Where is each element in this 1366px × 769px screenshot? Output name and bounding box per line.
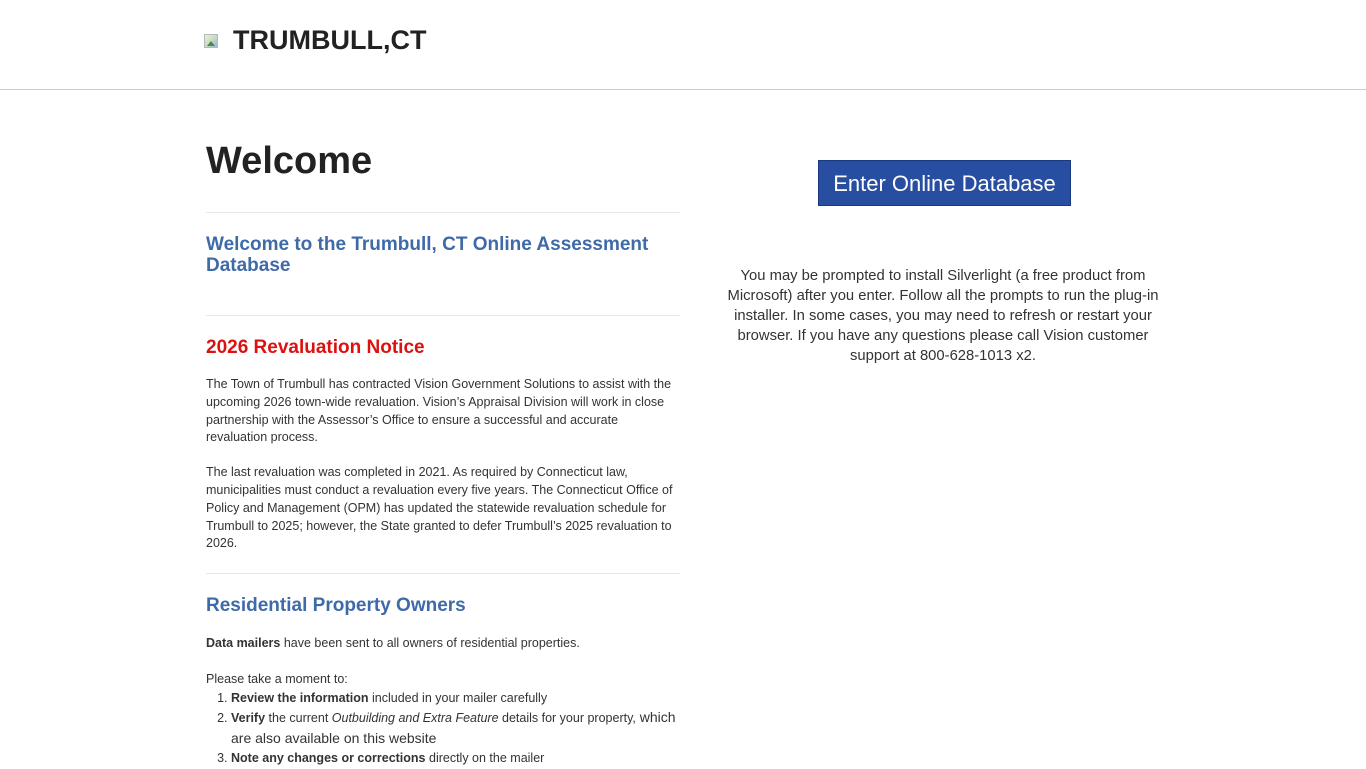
list-item (231, 708, 680, 749)
step-bold: Note any changes or corrections (231, 751, 426, 766)
step-bold: Verify (231, 711, 266, 726)
residential-heading: Residential Property Owners (206, 595, 466, 617)
step-text: which are also available on this website (231, 709, 676, 746)
divider (206, 212, 680, 213)
enter-online-database-button[interactable]: Enter Online Database (818, 160, 1071, 206)
divider (206, 573, 680, 574)
data-mailers-text (206, 635, 680, 653)
data-mailers-rest: have been sent to all owners of residential properties. (280, 636, 580, 651)
welcome-heading: Welcome (206, 140, 373, 182)
town-logo-icon (204, 34, 218, 48)
step-bold: Review the information (231, 690, 369, 705)
divider (206, 315, 680, 316)
main-content (206, 138, 680, 769)
step-text: directly on the mailer (425, 751, 545, 766)
revaluation-paragraph-1: The Town of Trumbull has contracted Vision Government Solutions to assist with the upcoming 2026 town-wide revaluation. Vision’s Appraisal Division will work in close partnership with the Assessor’s Office to ensure a successful and accurate revaluation process. (206, 377, 672, 445)
step-text: the current (265, 711, 332, 726)
data-mailers-bold: Data mailers (206, 636, 281, 651)
site-header (0, 0, 1366, 90)
revaluation-paragraph-2: The last revaluation was completed in 2021. As required by Connecticut law, municipalities must conduct a revaluation every five years. The Connecticut Office of Policy and Management (OPM) has updated the statewide revaluation schedule for Trumbull to 2025; however, the State granted to defer Trumbull’s 2025 revaluation to 2026. (206, 465, 673, 551)
town-title: TRUMBULL,CT (233, 25, 427, 55)
silverlight-note: You may be prompted to install Silverlight (a free product from Microsoft) after you enter. Follow all the prompts to run the plug-in installer. In some cases, you may need to refresh or restart your browser. If you have any questions please call Vision customer support at 800-628-1013 x2. (727, 268, 1159, 364)
list-item (231, 689, 680, 709)
revaluation-notice-heading: 2026 Revaluation Notice (206, 337, 425, 358)
steps-list (206, 689, 680, 769)
step-text: details for your property, (498, 711, 636, 726)
step-text: included in your mailer carefully (368, 690, 548, 705)
steps-intro: Please take a moment to: (206, 671, 348, 686)
list-item (231, 749, 680, 769)
welcome-subheading: Welcome to the Trumbull, CT Online Assessment Database (206, 234, 649, 276)
step-italic: Outbuilding and Extra Feature (331, 711, 499, 726)
sidebar (727, 160, 1159, 366)
